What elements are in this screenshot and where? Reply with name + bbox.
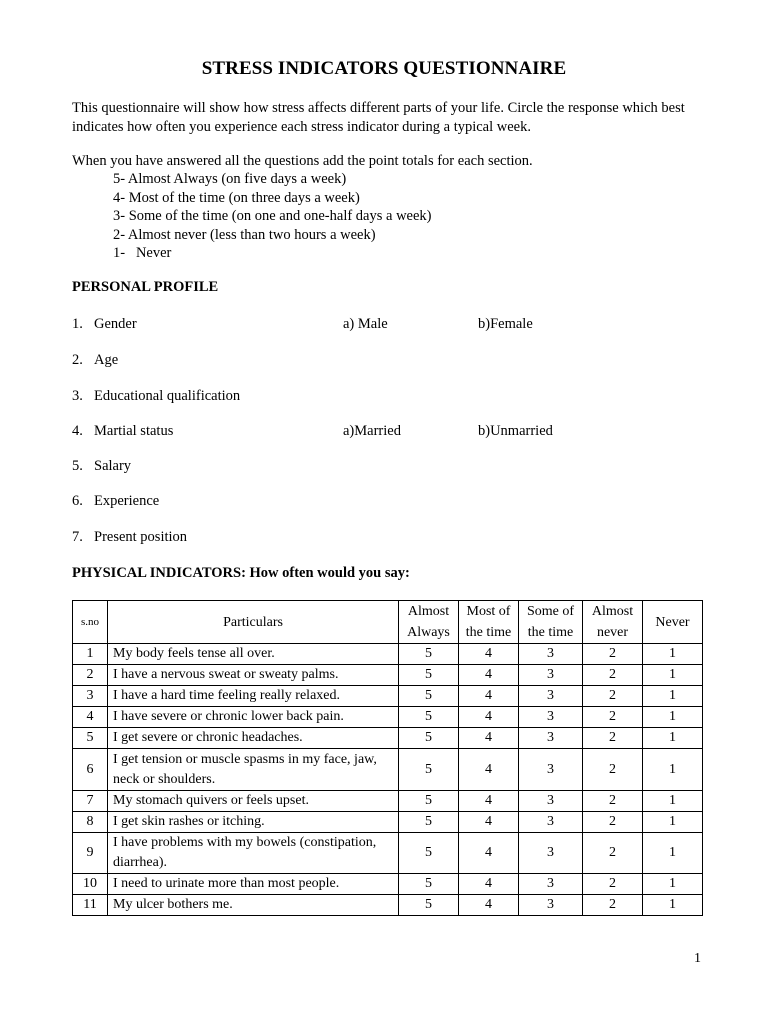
- response-most-of-the-time[interactable]: 4: [459, 874, 519, 895]
- row-number: 11: [73, 895, 108, 916]
- row-particular: I have a nervous sweat or sweaty palms.: [108, 665, 399, 686]
- instructions-paragraph: When you have answered all the questions add the point totals for each section.: [72, 153, 533, 169]
- profile-item-number: 3.: [72, 388, 83, 404]
- table-row: [73, 812, 703, 833]
- personal-profile-heading: PERSONAL PROFILE: [72, 279, 219, 295]
- physical-indicators-heading: PHYSICAL INDICATORS: How often would you say:: [72, 565, 410, 581]
- col-header-never: Never: [643, 601, 703, 644]
- response-never[interactable]: 1: [643, 895, 703, 916]
- row-particular: I have severe or chronic lower back pain.: [108, 707, 399, 728]
- response-almost-always[interactable]: 5: [399, 749, 459, 791]
- row-number: 2: [73, 665, 108, 686]
- response-never[interactable]: 1: [643, 644, 703, 665]
- row-particular: I have problems with my bowels (constipation, diarrhea).: [108, 833, 399, 874]
- response-most-of-the-time[interactable]: 4: [459, 895, 519, 916]
- rating-scale: [113, 170, 432, 263]
- profile-item: [72, 423, 712, 443]
- page-number: 1: [694, 951, 701, 966]
- profile-item-label: Experience: [94, 493, 160, 509]
- response-most-of-the-time[interactable]: 4: [459, 644, 519, 665]
- row-number: 6: [73, 749, 108, 791]
- response-almost-never[interactable]: 2: [583, 874, 643, 895]
- col-header-almost-never: Almost never: [583, 601, 643, 644]
- scale-item: 5- Almost Always (on five days a week): [113, 171, 347, 187]
- response-most-of-the-time[interactable]: 4: [459, 833, 519, 874]
- response-almost-always[interactable]: 5: [399, 895, 459, 916]
- response-almost-always[interactable]: 5: [399, 686, 459, 707]
- response-most-of-the-time[interactable]: 4: [459, 665, 519, 686]
- profile-item: [72, 388, 712, 408]
- response-some-of-the-time[interactable]: 3: [519, 644, 583, 665]
- response-almost-always[interactable]: 5: [399, 728, 459, 749]
- response-some-of-the-time[interactable]: 3: [519, 707, 583, 728]
- row-particular: I get tension or muscle spasms in my face, jaw, neck or shoulders.: [108, 749, 399, 791]
- table-row: [73, 644, 703, 665]
- profile-item-label: Salary: [94, 458, 132, 474]
- response-almost-never[interactable]: 2: [583, 644, 643, 665]
- response-some-of-the-time[interactable]: 3: [519, 791, 583, 812]
- profile-item: [72, 352, 712, 372]
- physical-indicators-table: [72, 600, 703, 916]
- response-almost-always[interactable]: 5: [399, 665, 459, 686]
- row-particular: I have a hard time feeling really relaxed.: [108, 686, 399, 707]
- row-particular: My stomach quivers or feels upset.: [108, 791, 399, 812]
- response-almost-always[interactable]: 5: [399, 874, 459, 895]
- table-row: [73, 707, 703, 728]
- response-never[interactable]: 1: [643, 812, 703, 833]
- response-almost-never[interactable]: 2: [583, 895, 643, 916]
- response-never[interactable]: 1: [643, 791, 703, 812]
- response-almost-always[interactable]: 5: [399, 791, 459, 812]
- row-number: 9: [73, 833, 108, 874]
- profile-item-label: Present position: [94, 529, 188, 545]
- row-particular: I get skin rashes or itching.: [108, 812, 399, 833]
- profile-option-b[interactable]: b)Unmarried: [478, 423, 553, 439]
- response-some-of-the-time[interactable]: 3: [519, 749, 583, 791]
- response-most-of-the-time[interactable]: 4: [459, 728, 519, 749]
- response-almost-never[interactable]: 2: [583, 812, 643, 833]
- profile-item-number: 5.: [72, 458, 83, 474]
- response-never[interactable]: 1: [643, 749, 703, 791]
- profile-item: [72, 316, 712, 336]
- row-number: 5: [73, 728, 108, 749]
- col-header-most-of-the-time: Most of the time: [459, 601, 519, 644]
- profile-item-label: Educational qualification: [94, 388, 241, 404]
- profile-item-number: 1.: [72, 316, 83, 332]
- profile-item-label: Gender: [94, 316, 137, 332]
- table-row: [73, 728, 703, 749]
- profile-item-label: Age: [94, 352, 119, 368]
- profile-item: [72, 529, 712, 549]
- profile-item-number: 7.: [72, 529, 83, 545]
- response-almost-never[interactable]: 2: [583, 833, 643, 874]
- response-some-of-the-time[interactable]: 3: [519, 665, 583, 686]
- profile-item-number: 2.: [72, 352, 83, 368]
- response-never[interactable]: 1: [643, 728, 703, 749]
- row-particular: My body feels tense all over.: [108, 644, 399, 665]
- row-particular: I need to urinate more than most people.: [108, 874, 399, 895]
- profile-item-label: Martial status: [94, 423, 174, 439]
- profile-option-b[interactable]: b)Female: [478, 316, 533, 332]
- profile-item-number: 6.: [72, 493, 83, 509]
- profile-item-number: 4.: [72, 423, 83, 439]
- table-row: [73, 874, 703, 895]
- response-almost-always[interactable]: 5: [399, 812, 459, 833]
- document-title: STRESS INDICATORS QUESTIONNAIRE: [201, 58, 567, 79]
- scale-item: 4- Most of the time (on three days a week): [113, 189, 360, 206]
- row-number: 7: [73, 791, 108, 812]
- response-never[interactable]: 1: [643, 707, 703, 728]
- table-row: [73, 833, 703, 874]
- response-never[interactable]: 1: [643, 874, 703, 895]
- table-row: [73, 665, 703, 686]
- response-most-of-the-time[interactable]: 4: [459, 791, 519, 812]
- response-most-of-the-time[interactable]: 4: [459, 749, 519, 791]
- col-header-sno: s.no: [73, 601, 108, 644]
- scale-item: 2- Almost never (less than two hours a week): [113, 226, 376, 243]
- table-header-row: [73, 601, 703, 644]
- col-header-particulars: Particulars: [108, 601, 399, 644]
- intro-paragraph: This questionnaire will show how stress affects different parts of your life. Circle the response which best indicates how often you experience each stress indicator during a typical week.: [72, 100, 685, 135]
- response-never[interactable]: 1: [643, 665, 703, 686]
- row-number: 8: [73, 812, 108, 833]
- row-particular: I get severe or chronic headaches.: [108, 728, 399, 749]
- table-row: [73, 686, 703, 707]
- response-most-of-the-time[interactable]: 4: [459, 707, 519, 728]
- response-almost-always[interactable]: 5: [399, 707, 459, 728]
- row-number: 3: [73, 686, 108, 707]
- response-some-of-the-time[interactable]: 3: [519, 874, 583, 895]
- table-row: [73, 895, 703, 916]
- response-some-of-the-time[interactable]: 3: [519, 812, 583, 833]
- row-number: 1: [73, 644, 108, 665]
- row-number: 10: [73, 874, 108, 895]
- response-almost-never[interactable]: 2: [583, 749, 643, 791]
- profile-item: [72, 458, 712, 478]
- response-some-of-the-time[interactable]: 3: [519, 728, 583, 749]
- response-almost-never[interactable]: 2: [583, 728, 643, 749]
- response-most-of-the-time[interactable]: 4: [459, 812, 519, 833]
- table-row: [73, 791, 703, 812]
- profile-item: [72, 493, 712, 513]
- response-almost-never[interactable]: 2: [583, 707, 643, 728]
- profile-option-a[interactable]: a) Male: [343, 316, 388, 332]
- profile-option-a[interactable]: a)Married: [343, 423, 401, 439]
- response-almost-never[interactable]: 2: [583, 686, 643, 707]
- row-particular: My ulcer bothers me.: [108, 895, 399, 916]
- scale-item: 3- Some of the time (on one and one-half days a week): [113, 208, 432, 224]
- response-almost-never[interactable]: 2: [583, 791, 643, 812]
- response-most-of-the-time[interactable]: 4: [459, 686, 519, 707]
- scale-item: 1- Never: [113, 245, 172, 261]
- response-almost-never[interactable]: 2: [583, 665, 643, 686]
- col-header-some-of-the-time: Some of the time: [519, 601, 583, 644]
- row-number: 4: [73, 707, 108, 728]
- response-almost-always[interactable]: 5: [399, 644, 459, 665]
- response-some-of-the-time[interactable]: 3: [519, 833, 583, 874]
- table-row: [73, 749, 703, 791]
- response-never[interactable]: 1: [643, 686, 703, 707]
- response-some-of-the-time[interactable]: 3: [519, 895, 583, 916]
- response-almost-always[interactable]: 5: [399, 833, 459, 874]
- response-some-of-the-time[interactable]: 3: [519, 686, 583, 707]
- col-header-almost-always: Almost Always: [399, 601, 459, 644]
- response-never[interactable]: 1: [643, 833, 703, 874]
